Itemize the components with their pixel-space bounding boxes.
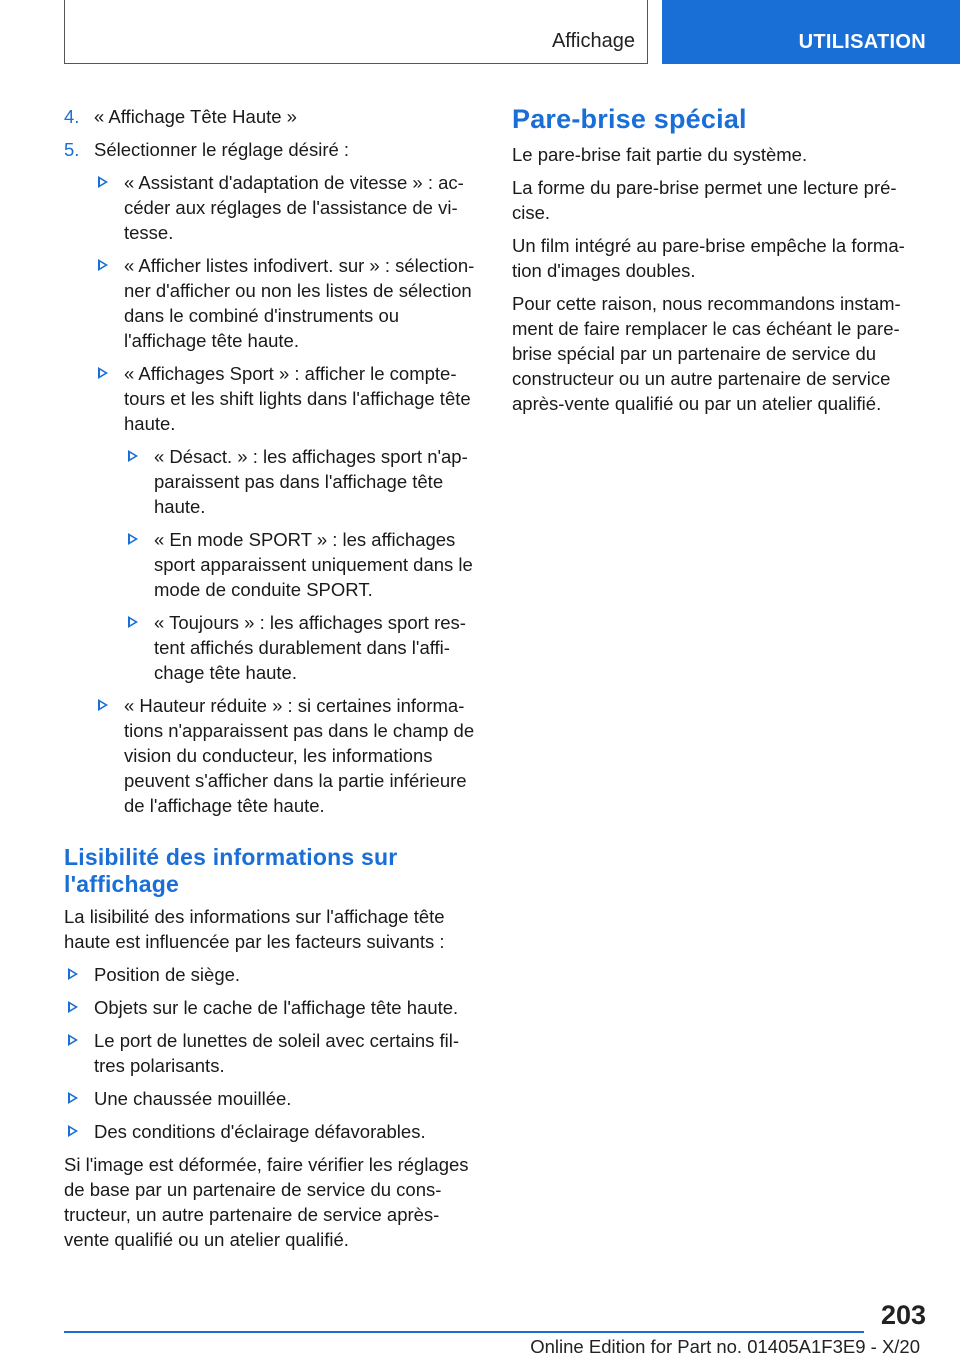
triangle-bullet-icon — [68, 1125, 78, 1137]
option-text: « Affichages Sport » : afficher le compte-tours et les shift lights dans l'affichage tête haute. — [124, 363, 471, 434]
triangle-bullet-icon — [68, 968, 78, 980]
paragraph: La forme du pare-brise permet une lecture précise. — [512, 177, 897, 223]
sport-option — [124, 610, 480, 685]
triangle-bullet-icon — [68, 1092, 78, 1104]
triangle-bullet-icon — [98, 176, 108, 188]
factor-item — [64, 1028, 480, 1078]
numbered-step — [64, 137, 480, 162]
triangle-bullet-icon — [128, 616, 138, 628]
paragraph: Le pare-brise fait partie du système. — [512, 144, 808, 165]
setting-option — [94, 170, 480, 245]
setting-option — [94, 693, 480, 818]
setting-option — [94, 361, 480, 436]
step-number: 4. — [64, 106, 80, 127]
factor-text: Une chaussée mouillée. — [94, 1088, 292, 1109]
section-heading: Lisibilité des informations sur l'affichage — [64, 844, 398, 897]
section-intro: La lisibilité des informations sur l'affichage tête haute est influencée par les facteurs suivants : — [64, 906, 445, 952]
factor-text: Objets sur le cache de l'affichage tête haute. — [94, 997, 459, 1018]
closing-paragraph: Si l'image est déformée, faire vérifier les réglages de base par un partenaire de service du constructeur, un autre partenaire de service après-vente qualifié ou un atelier qualifié. — [64, 1154, 469, 1250]
page-header — [0, 0, 960, 66]
option-text: « Désact. » : les affichages sport n'apparaissent pas dans l'affichage tête haute. — [154, 446, 468, 517]
factor-item — [64, 1119, 480, 1144]
triangle-bullet-icon — [98, 367, 108, 379]
section-title: Affichage — [551, 30, 635, 52]
paragraph: Pour cette raison, nous recommandons instamment de faire remplacer le cas échéant le pare-brise spécial par un partenaire de service du constructeur ou un autre partenaire de service après-vente qualifié ou par un atelier qualifié. — [512, 293, 901, 414]
triangle-bullet-icon — [98, 699, 108, 711]
option-text: « Assistant d'adaptation de vitesse » : accéder aux réglages de l'assistance de vitesse. — [124, 172, 464, 243]
step-number: 5. — [64, 139, 80, 160]
left-column — [64, 104, 480, 1260]
triangle-bullet-icon — [128, 450, 138, 462]
triangle-bullet-icon — [68, 1001, 78, 1013]
triangle-bullet-icon — [68, 1034, 78, 1046]
numbered-step — [64, 104, 480, 129]
sport-option — [124, 444, 480, 519]
option-text: « Afficher listes infodivert. sur » : sélectionner d'afficher ou non les listes de sélection dans le combiné d'instruments ou l'affichage tête haute. — [124, 255, 475, 351]
option-text: « Toujours » : les affichages sport restent affichés durablement dans l'affichage tête haute. — [154, 612, 466, 683]
triangle-bullet-icon — [98, 259, 108, 271]
option-text: « En mode SPORT » : les affichages sport apparaissent uniquement dans le mode de conduite SPORT. — [154, 529, 473, 600]
chapter-title: UTILISATION — [798, 31, 926, 53]
factor-text: Le port de lunettes de soleil avec certains filtres polarisants. — [94, 1030, 460, 1076]
sport-option — [124, 527, 480, 602]
step-text: « Affichage Tête Haute » — [94, 106, 297, 127]
factor-item — [64, 962, 480, 987]
factor-text: Position de siège. — [94, 964, 241, 985]
setting-option — [94, 253, 480, 353]
factor-item — [64, 995, 480, 1020]
right-column — [512, 104, 920, 424]
footer-divider — [64, 1331, 864, 1333]
factor-text: Des conditions d'éclairage défavorables. — [94, 1121, 426, 1142]
option-text: « Hauteur réduite » : si certaines informations n'apparaissent pas dans le champ de vision du conducteur, les informations peuvent s'afficher dans la partie inférieure de l'affichage tête haute. — [124, 695, 475, 816]
triangle-bullet-icon — [128, 533, 138, 545]
page-number: 203 — [880, 1300, 926, 1330]
paragraph: Un film intégré au pare-brise empêche la formation d'images doubles. — [512, 235, 905, 281]
section-heading: Pare-brise spécial — [512, 104, 747, 134]
edition-note: Online Edition for Part no. 01405A1F3E9 - X/20 — [530, 1336, 920, 1357]
factor-item — [64, 1086, 480, 1111]
step-text: Sélectionner le réglage désiré : — [94, 139, 350, 160]
